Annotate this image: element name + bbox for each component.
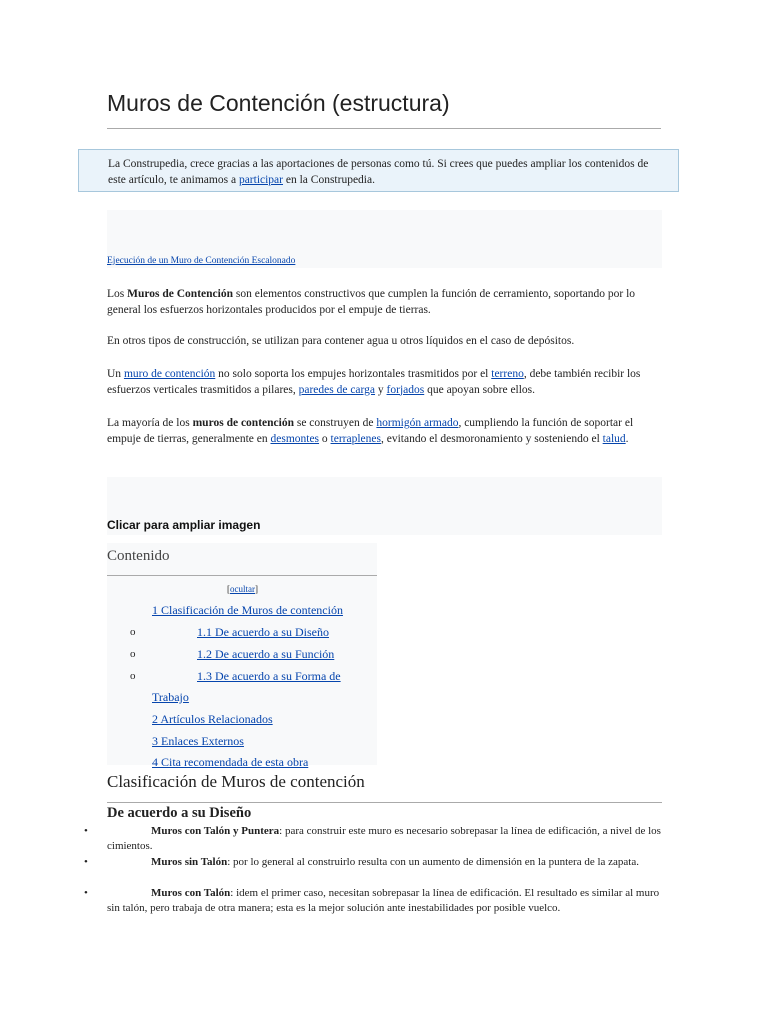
- notice-text: La Construpedia, crece gracias a las aportaciones de personas como tú. Si crees que puedes ampliar los contenidos de este artículo, te animamos a: [108, 158, 649, 186]
- toc-divider: [107, 575, 377, 576]
- bracket: ]: [255, 584, 258, 594]
- toc-bullet: o: [130, 626, 136, 638]
- text: y: [375, 383, 387, 396]
- list-text: : por lo general al construirlo resulta con un aumento de dimensión en la puntera de la zapata.: [227, 856, 639, 868]
- toc-item-1[interactable]: 1 Clasificación de Muros de contención: [152, 603, 343, 617]
- toc-item-1-1[interactable]: 1.1 De acuerdo a su Diseño: [197, 625, 329, 639]
- text: , debe también recibir los esfuerzos verticales trasmitidos a pilares,: [107, 368, 641, 396]
- toc-item-1-3-cont[interactable]: Trabajo: [152, 690, 189, 704]
- list-term: Muros sin Talón: [151, 856, 228, 868]
- toc-item-3[interactable]: 3 Enlaces Externos: [152, 734, 244, 748]
- text: Un: [107, 368, 124, 380]
- section-heading: Clasificación de Muros de contención: [107, 772, 365, 791]
- text: , evitando el desmoronamiento y sosteniendo el: [381, 432, 603, 445]
- toc-bullet: o: [130, 648, 136, 660]
- text: Los: [107, 288, 128, 300]
- table-of-contents: [107, 543, 377, 769]
- list-text: : idem el primer caso, necesitan sobrepasar la línea de edificación. El resultado es similar al muro sin talón, pero trabaja de otra manera; esta es la mejor solución ante inestabilidades por posible vuelco.: [107, 887, 660, 914]
- bold-term: Muros de Contención: [127, 288, 233, 300]
- toc-item-4[interactable]: 4 Cita recomendada de esta obra: [152, 755, 309, 769]
- paragraph-deposits: En otros tipos de construcción, se utilizan para contener agua u otros líquidos en el caso de depósitos.: [107, 335, 575, 347]
- bracket: [: [227, 584, 230, 594]
- subsection-heading: De acuerdo a su Diseño: [107, 805, 252, 821]
- list-term: Muros con Talón: [151, 887, 231, 899]
- toc-item-2[interactable]: 2 Artículos Relacionados: [152, 712, 273, 726]
- figure-caption-2: Clicar para ampliar imagen: [107, 518, 261, 532]
- list-item: [107, 824, 662, 854]
- list-bullet: •: [84, 825, 88, 837]
- participar-link[interactable]: participar: [238, 174, 283, 186]
- text: que apoyan sobre ellos.: [424, 383, 536, 396]
- list-term: Muros con Talón y Puntera: [151, 825, 280, 837]
- hormigon-armado-link[interactable]: hormigón armado: [376, 417, 459, 429]
- page-title: Muros de Contención (estructura): [107, 90, 450, 116]
- section-divider: [107, 802, 662, 803]
- toc-item-1-2[interactable]: 1.2 De acuerdo a su Función: [197, 647, 335, 661]
- text: son elementos constructivos que cumplen la función de cerramiento, soportando por lo general los esfuerzos horizontales producidos por el empuje de tierras.: [107, 288, 636, 316]
- forjados-link[interactable]: forjados: [386, 383, 425, 396]
- toc-toggle: [227, 584, 258, 594]
- paragraph-materials: [107, 416, 662, 447]
- toc-bullet: o: [130, 670, 136, 682]
- terraplenes-link[interactable]: terraplenes: [330, 432, 381, 445]
- terreno-link[interactable]: terreno: [491, 368, 524, 380]
- notice-text-end: en la Construpedia.: [283, 174, 375, 186]
- list-bullet: •: [84, 887, 88, 899]
- text: .: [625, 432, 629, 445]
- muro-de-contencion-link[interactable]: muro de contención: [123, 368, 216, 380]
- text: La mayoría de los: [107, 417, 193, 429]
- text: o: [319, 432, 331, 445]
- paredes-de-carga-link[interactable]: paredes de carga: [298, 383, 376, 396]
- list-item: [107, 886, 662, 916]
- toc-item-1-3[interactable]: 1.3 De acuerdo a su Forma de: [197, 669, 341, 683]
- list-bullet: •: [84, 856, 88, 868]
- text: no solo soporta los empujes horizontales trasmitidos por el: [215, 368, 492, 380]
- figure-caption-link[interactable]: Ejecución de un Muro de Contención Escalonado: [107, 256, 296, 266]
- toc-hide-link[interactable]: ocultar: [230, 584, 255, 594]
- paragraph-intro: [107, 287, 662, 318]
- talud-link[interactable]: talud: [602, 432, 626, 445]
- text: se construyen de: [293, 417, 377, 429]
- desmontes-link[interactable]: desmontes: [270, 432, 320, 445]
- list-item: [107, 855, 662, 870]
- paragraph-loads: [107, 367, 662, 398]
- title-divider: [107, 128, 661, 129]
- toc-title: Contenido: [107, 548, 170, 564]
- list-text: : para construir este muro es necesario sobrepasar la línea de edificación, a nivel de los cimientos.: [107, 825, 661, 852]
- contribution-notice: [78, 149, 679, 192]
- bold-term: muros de contención: [192, 417, 294, 429]
- text: , cumpliendo la función de soportar el empuje de tierras, generalmente en: [107, 417, 634, 445]
